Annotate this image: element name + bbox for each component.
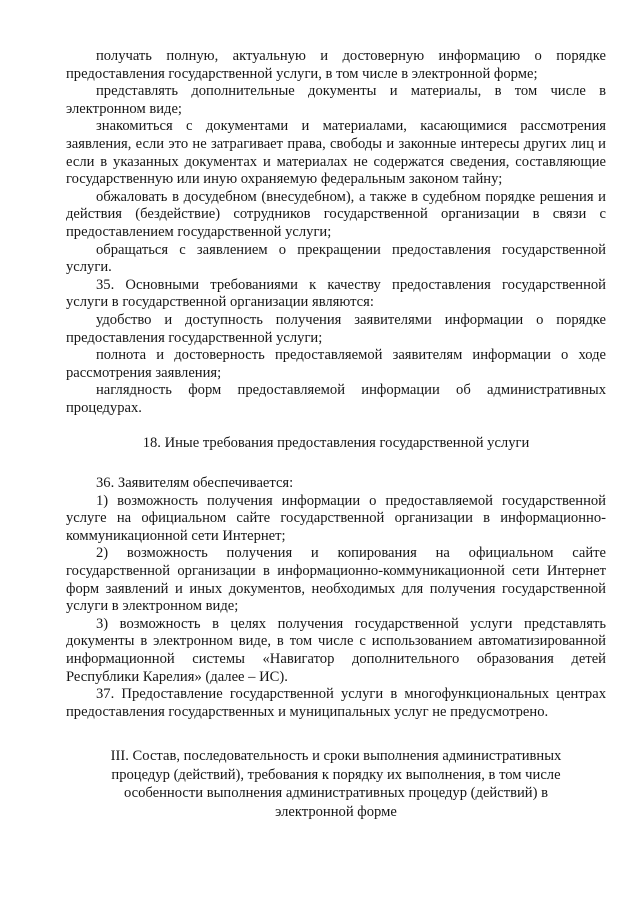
paragraph-clause-36: 36. Заявителям обеспечивается: [96, 475, 294, 492]
section-heading-III: III. Состав, последовательность и сроки выполнения административных процедур (действий), требования к порядку их выполнения, в том числе особенности выполнения административных процедур (действий) в электронной форме [110, 748, 562, 820]
paragraph: получать полную, актуальную и достоверную информацию о порядке предоставления государственной услуги, в том числе в электронной форме; [66, 48, 606, 82]
section-heading-18: 18. Иные требования предоставления государственной услуги [142, 435, 530, 452]
paragraph-item-3: 3) возможность в целях получения государственной услуги представлять документы в электронном виде, в том числе с использованием автоматизированной информационной системы «Навигатор дополнительного образования детей Республики Карелия» (далее – ИС). [66, 615, 606, 685]
paragraph: обжаловать в досудебном (внесудебном), а также в судебном порядке решения и действия (бездействие) сотрудников государственной организации в связи с предоставлением государственной услуги; [66, 188, 606, 240]
document-page [66, 48, 606, 821]
paragraph: наглядность форм предоставляемой информации об административных процедурах. [66, 382, 606, 416]
paragraph: удобство и доступность получения заявителями информации о порядке предоставления государственной услуги; [66, 311, 606, 346]
paragraph-item-1: 1) возможность получения информации о предоставляемой государственной услуге на официальном сайте государственной организации в информационно-коммуникационной сети Интернет; [66, 492, 606, 544]
paragraph-clause-37: 37. Предоставление государственной услуги в многофункциональных центрах предоставления государственных и муниципальных услуг не предусмотрено. [66, 686, 606, 720]
paragraph-item-2: 2) возможность получения и копирования на официальном сайте государственной организации в информационно-коммуникационной сети Интернет форм заявлений и иных документов, необходимых для получения государственной услуги в электронном виде; [66, 545, 606, 615]
paragraph: знакомиться с документами и материалами, касающимися рассмотрения заявления, если это не затрагивает права, свободы и законные интересы других лиц и если в указанных документах и материалах не содержатся сведения, составляющие государственную или иную охраняемую федеральным законом тайну; [66, 118, 606, 188]
paragraph: полнота и достоверность предоставляемой заявителям информации о ходе рассмотрения заявления; [66, 347, 606, 381]
paragraph-clause-35: 35. Основными требованиями к качеству предоставления государственной услуги в государственной организации являются: [66, 276, 606, 311]
paragraph: обращаться с заявлением о прекращении предоставления государственной услуги. [66, 241, 606, 276]
paragraph: представлять дополнительные документы и материалы, в том числе в электронном виде; [66, 83, 606, 117]
